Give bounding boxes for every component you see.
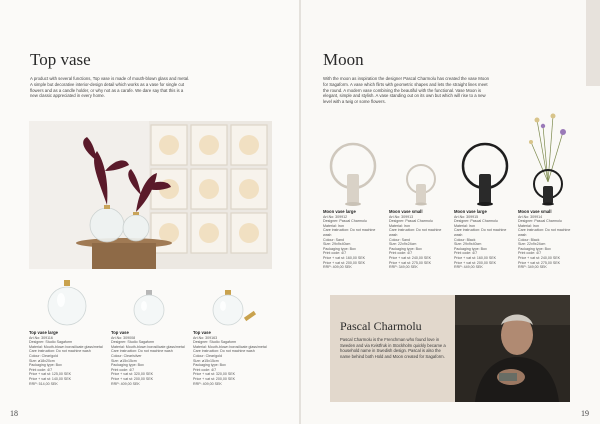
- spec-line: Colour: Black: [518, 237, 540, 242]
- spec-line: Art.No: 309913: [389, 214, 414, 219]
- product-name: Moon vase large: [454, 209, 487, 214]
- spec-line: RRP: 349,00 SEK: [518, 265, 547, 270]
- spec-line: Designer: Studio Sagaform: [111, 340, 155, 345]
- spec-line: Price + vat st: 160,00 SEK: [323, 255, 366, 260]
- spec-line: Art.No: 309008: [111, 335, 136, 340]
- product-name: Moon vase large: [323, 209, 356, 214]
- spec-line: Size: 29x9x40cm: [454, 242, 482, 247]
- spec-line: Art.No: 309915: [454, 214, 479, 219]
- spec-line: Art.No: 309914: [518, 214, 543, 219]
- spec-line: Material: Mouth-blown borosilicate glass/metal: [111, 344, 185, 349]
- spec-line: Colour: Clear/gold: [29, 353, 58, 358]
- spec-line: Colour: Sand: [323, 237, 344, 242]
- spec-line: Print code: 4/7: [389, 251, 413, 256]
- spec-line: Material: Iron: [389, 223, 410, 228]
- product-image-moon-small-black-with-flowers: [523, 112, 573, 213]
- spec-line: Size: ø18x20cm: [29, 358, 55, 363]
- product-spec: [111, 331, 186, 386]
- spec-line: Art.No: 309163: [193, 335, 218, 340]
- spec-line: Colour: Clear/silver: [111, 353, 142, 358]
- spec-line: Price + vat st: 160,00 SEK: [454, 255, 497, 260]
- intro-text: With the moon as inspiration the designer Pascal Charmolu has created the vase Moon for Sagaform. A vase which flirts with geometric shapes and lets the straight lines meet the round. A modern vase combining the beautiful with the functional. Vase Moon is elegant, simple and stylish. A vase standing out on its own but which will rise to a new level with a twig or some flowers.: [323, 76, 489, 105]
- spec-line: Art.No: 309912: [323, 214, 348, 219]
- designer-bio-box: [330, 295, 570, 402]
- spec-line: Price + vat st: 200,00 SEK: [323, 260, 366, 265]
- product-name: Top vase: [111, 330, 129, 335]
- spec-line: Colour: Clear/gold: [193, 353, 222, 358]
- product-name: Moon vase small: [518, 209, 552, 214]
- spec-line: Print code: 4/7: [111, 367, 135, 372]
- page-title: Top vase: [30, 50, 91, 69]
- spec-line: Material: Mouth-blown borosilicate glass/metal: [193, 344, 267, 349]
- page-number: 18: [10, 409, 18, 418]
- spec-line: Colour: Sand: [389, 237, 410, 242]
- spec-line: Care instruction: Do not machine wash: [323, 228, 376, 237]
- spec-line: RRP: 349,00 SEK: [389, 265, 418, 270]
- product-image-top-vase-silver: [131, 288, 167, 333]
- spec-line: Price + vat st: 200,00 SEK: [111, 376, 154, 381]
- spec-line: Price + vat st: 320,00 SEK: [193, 372, 236, 377]
- spec-line: Material: Iron: [518, 223, 539, 228]
- spec-line: Care instruction: Do not machine wash: [29, 349, 91, 354]
- spec-line: Colour: Black: [454, 237, 476, 242]
- spec-line: Size: 22x9x24cm: [389, 242, 417, 247]
- spec-line: Designer: Studio Sagaform: [29, 340, 73, 345]
- spec-line: RRP: 449,00 SEK: [454, 265, 483, 270]
- product-spec: [193, 331, 268, 386]
- spec-line: Price + vat st: 275,00 SEK: [389, 260, 432, 265]
- spec-line: Price + vat st: 200,00 SEK: [454, 260, 497, 265]
- spec-line: Print code: 4/7: [29, 367, 53, 372]
- page-title: Moon: [323, 50, 364, 69]
- spec-line: Designer: Pascal Charmolu: [454, 219, 498, 224]
- spec-line: Size: ø15x15cm: [111, 358, 137, 363]
- product-image-moon-large-black: [457, 140, 513, 213]
- left-page: [0, 0, 299, 424]
- product-image-top-vase-large: [45, 278, 89, 331]
- spec-line: Designer: Studio Sagaform: [193, 340, 237, 345]
- spec-line: Packaging type: Box: [323, 246, 356, 251]
- product-name: Moon vase small: [389, 209, 423, 214]
- product-name: Top vase large: [29, 330, 59, 335]
- product-spec: [389, 210, 449, 270]
- spec-line: Care instruction: Do not machine wash: [454, 228, 507, 237]
- spec-line: Art.No: 309116: [29, 335, 53, 340]
- spec-line: Designer: Pascal Charmolu: [323, 219, 367, 224]
- spec-line: Care instruction: Do not machine wash: [111, 349, 173, 354]
- spec-line: Designer: Pascal Charmolu: [389, 219, 433, 224]
- spec-line: Print code: 4/7: [323, 251, 347, 256]
- page-tab: [586, 0, 600, 86]
- spec-line: Packaging type: Box: [454, 246, 487, 251]
- designer-photo: [455, 295, 570, 402]
- spec-line: Packaging type: Box: [29, 363, 62, 368]
- spec-line: Packaging type: Box: [518, 246, 551, 251]
- spec-line: Print code: 4/7: [193, 367, 217, 372]
- spec-line: Print code: 4/7: [454, 251, 478, 256]
- spec-line: Packaging type: Box: [193, 363, 226, 368]
- product-spec: [29, 331, 104, 386]
- spec-line: Price + vat st: 125,00 SEK: [29, 372, 72, 377]
- product-spec: [454, 210, 514, 270]
- spec-line: Care instruction: Do not machine wash: [193, 349, 255, 354]
- lifestyle-photo: [29, 121, 272, 269]
- page-number: 19: [581, 409, 589, 418]
- spec-line: Care instruction: Do not machine wash: [518, 228, 571, 237]
- spec-line: RRP: 409,00 SEK: [323, 265, 352, 270]
- spec-line: Price + vat st: 240,00 SEK: [389, 255, 432, 260]
- spec-line: Care instruction: Do not machine wash: [389, 228, 442, 237]
- spec-line: Price + vat st: 320,00 SEK: [111, 372, 154, 377]
- intro-text: A product with several functions, Top vase is made of mouth-blown glass and metal. A simple but decorative interior-design detail which works as a vase for single cut flowers and as a candle holder, or why not as a carafe. We dare say that this is a new classic appreciated in every home.: [30, 76, 190, 99]
- designer-name: Pascal Charmolu: [340, 319, 422, 333]
- spec-line: RRP: 409,00 SEK: [193, 381, 222, 386]
- designer-bio-text: Pascal Charmolu is the Frenchman who found love in Sweden and via Kvistfruk in Stockholm quickly became a household name in Swedish design. Pascal is also the name behind both Hold and Moon created for Sagaform.: [340, 337, 446, 359]
- spec-line: Print code: 4/7: [518, 251, 542, 256]
- product-spec: [518, 210, 578, 270]
- spec-line: Designer: Pascal Charmolu: [518, 219, 562, 224]
- spec-line: Size: 22x9x24cm: [518, 242, 546, 247]
- spec-line: Material: Mouth-blown borosilicate glass/metal: [29, 344, 103, 349]
- product-image-top-vase-gold: [210, 288, 258, 335]
- spec-line: Material: Iron: [323, 223, 344, 228]
- spec-line: Packaging type: Box: [111, 363, 144, 368]
- spec-line: Price + vat st: 140,00 SEK: [29, 376, 72, 381]
- product-name: Top vase: [193, 330, 211, 335]
- spec-line: RRP: 514,00 SEK: [29, 381, 58, 386]
- product-image-moon-small-sand: [401, 162, 441, 213]
- spec-line: Packaging type: Box: [389, 246, 422, 251]
- spec-line: Size: ø15x15cm: [193, 358, 219, 363]
- product-spec: [323, 210, 383, 270]
- spec-line: Material: Iron: [454, 223, 475, 228]
- product-image-moon-large-sand: [325, 140, 381, 213]
- spec-line: RRP: 409,00 SEK: [111, 381, 140, 386]
- spec-line: Size: 29x9x40cm: [323, 242, 351, 247]
- spec-line: Price + vat st: 200,00 SEK: [193, 376, 236, 381]
- spec-line: Price + vat st: 275,00 SEK: [518, 260, 561, 265]
- spec-line: Price + vat st: 240,00 SEK: [518, 255, 561, 260]
